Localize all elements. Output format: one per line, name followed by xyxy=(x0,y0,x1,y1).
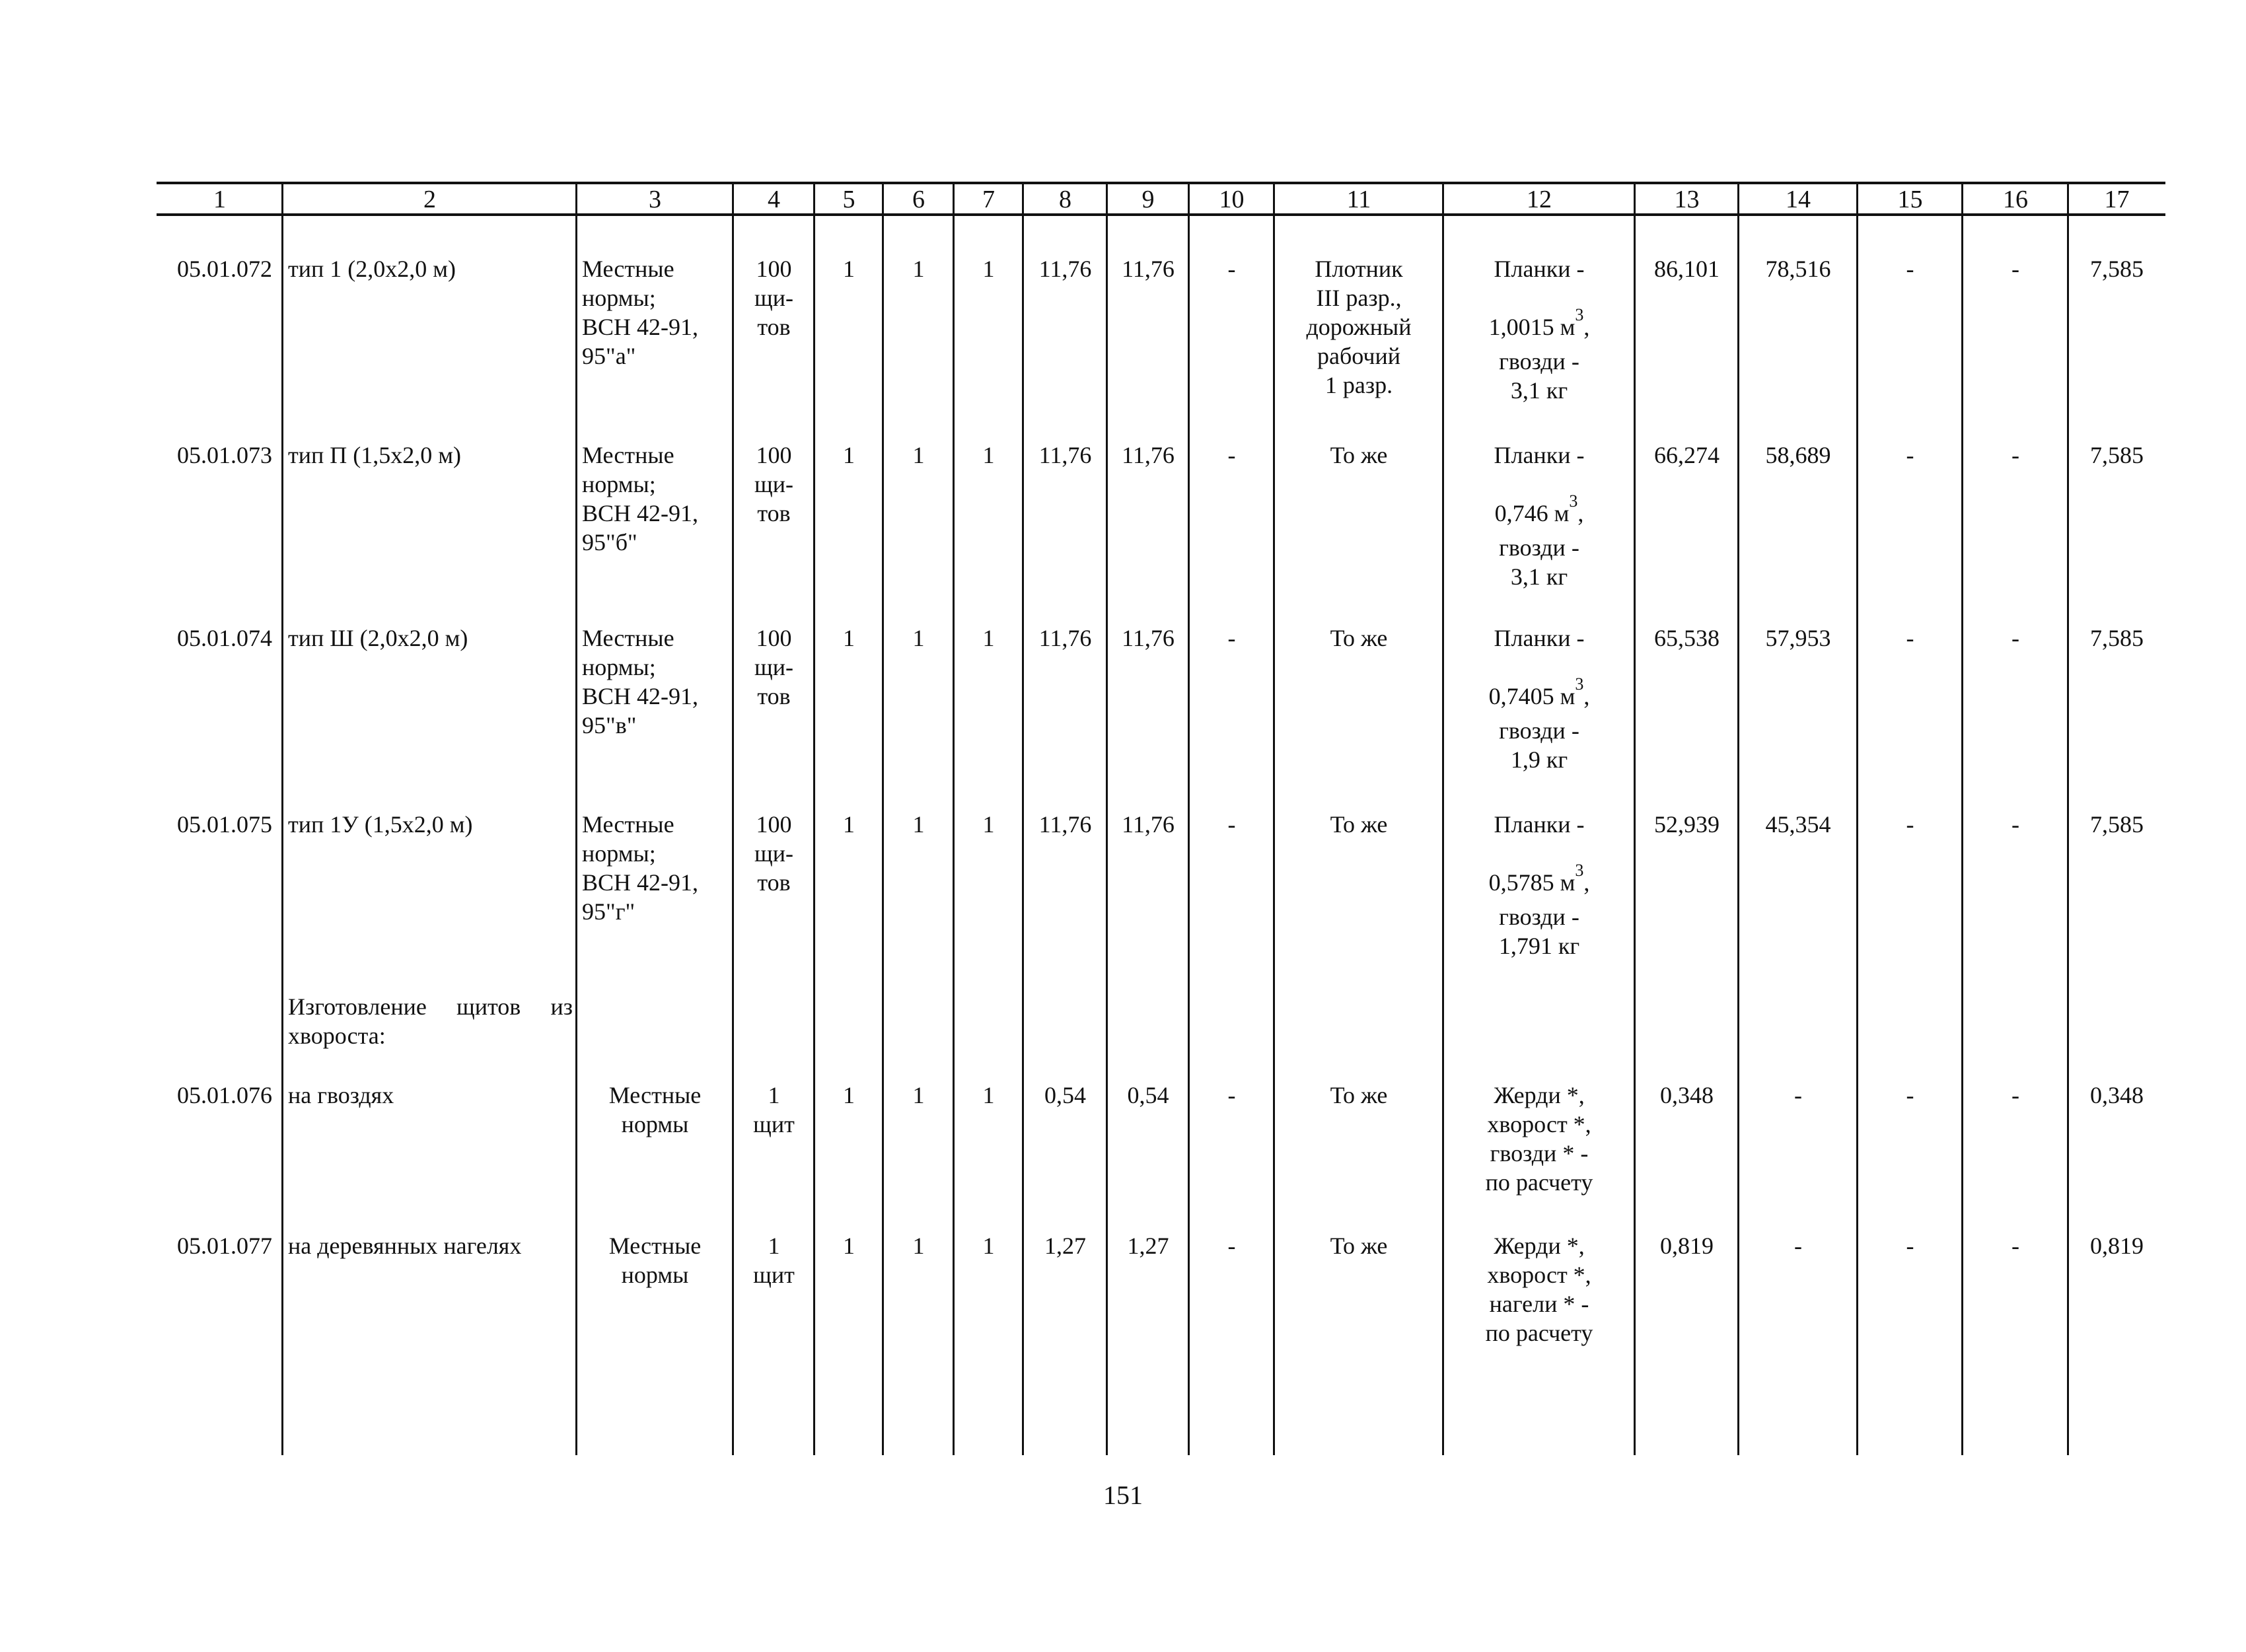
unit-of-measure: тов xyxy=(757,500,791,526)
item-code: 05.01.072 xyxy=(177,256,272,282)
materials: нагели * - xyxy=(1489,1291,1589,1317)
workers: дорожный xyxy=(1306,314,1412,340)
norm-source: Местные xyxy=(608,1233,702,1259)
column-header: 16 xyxy=(2003,186,2028,213)
header-top-rule xyxy=(157,182,2165,184)
value-col-15: - xyxy=(1906,1233,1914,1259)
item-name: тип 1У (1,5х2,0 м) xyxy=(288,811,473,838)
norm-source: нормы xyxy=(621,1111,689,1137)
value-col-14: 58,689 xyxy=(1765,442,1831,468)
value-col-5: 1 xyxy=(843,1082,855,1108)
norm-source: ВСН 42-91, xyxy=(582,314,699,340)
value-col-8: 11,76 xyxy=(1038,811,1092,838)
workers: То же xyxy=(1330,1082,1388,1108)
norm-source: 95"а" xyxy=(582,343,636,369)
column-header: 13 xyxy=(1674,186,1700,213)
value-col-16: - xyxy=(2011,1082,2019,1108)
value-col-16: - xyxy=(2011,625,2019,651)
value-col-17: 7,585 xyxy=(2090,811,2144,838)
value-col-14: 57,953 xyxy=(1765,625,1831,651)
unit-of-measure: 1 xyxy=(768,1233,780,1259)
materials-planks: Планки - xyxy=(1494,256,1585,282)
materials-nails: гвозди - xyxy=(1499,534,1579,561)
materials-volume xyxy=(1449,305,1630,344)
workers: То же xyxy=(1330,442,1388,468)
volume-exponent: 3 xyxy=(1569,491,1578,511)
value-col-7: 1 xyxy=(982,256,995,282)
item-code: 05.01.077 xyxy=(177,1233,272,1259)
value-col-10: - xyxy=(1227,442,1236,468)
value-col-10: - xyxy=(1227,256,1236,282)
value-col-9: 1,27 xyxy=(1127,1233,1169,1259)
norm-source: нормы; xyxy=(582,654,656,680)
unit-of-measure: щит xyxy=(753,1262,795,1288)
materials-nails-qty: 3,1 кг xyxy=(1510,377,1568,404)
value-col-9: 11,76 xyxy=(1122,442,1175,468)
value-col-15: - xyxy=(1906,442,1914,468)
value-col-5: 1 xyxy=(843,811,855,838)
norm-source: Местные xyxy=(582,442,674,468)
volume-exponent: 3 xyxy=(1575,305,1584,324)
norm-source: Местные xyxy=(608,1082,702,1108)
value-col-13: 66,274 xyxy=(1654,442,1720,468)
section-subheading: Изготовление щитов из хвороста: xyxy=(288,993,573,1049)
value-col-5: 1 xyxy=(843,1233,855,1259)
value-col-16: - xyxy=(2011,1233,2019,1259)
column-divider xyxy=(1022,182,1024,1455)
norm-source: ВСН 42-91, xyxy=(582,500,699,526)
column-divider xyxy=(732,182,734,1455)
volume-tail: , xyxy=(1583,314,1590,340)
value-col-6: 1 xyxy=(912,1233,925,1259)
value-col-9: 0,54 xyxy=(1127,1082,1169,1108)
workers: рабочий xyxy=(1317,343,1400,369)
volume-tail: , xyxy=(1583,683,1590,709)
volume-value: 0,746 м xyxy=(1494,500,1570,526)
value-col-8: 1,27 xyxy=(1044,1233,1086,1259)
column-header: 7 xyxy=(982,186,995,213)
column-divider xyxy=(2067,182,2069,1455)
materials: гвозди * - xyxy=(1490,1140,1589,1167)
item-code: 05.01.075 xyxy=(177,811,272,838)
workers: III разр., xyxy=(1316,285,1402,311)
workers: То же xyxy=(1330,811,1388,838)
materials-volume xyxy=(1449,861,1630,900)
column-divider xyxy=(1442,182,1444,1455)
value-col-6: 1 xyxy=(912,256,925,282)
item-name: на деревянных нагелях xyxy=(288,1233,522,1259)
materials-nails: гвозди - xyxy=(1499,904,1579,930)
materials-planks: Планки - xyxy=(1494,625,1585,651)
column-header: 6 xyxy=(912,186,925,213)
value-col-7: 1 xyxy=(982,1233,995,1259)
value-col-17: 7,585 xyxy=(2090,625,2144,651)
norm-source: нормы; xyxy=(582,471,656,497)
page-number: 151 xyxy=(1103,1480,1143,1510)
volume-value: 0,5785 м xyxy=(1488,869,1576,896)
unit-of-measure: тов xyxy=(757,683,791,709)
value-col-10: - xyxy=(1227,1082,1236,1108)
value-col-6: 1 xyxy=(912,625,925,651)
value-col-6: 1 xyxy=(912,442,925,468)
materials-nails: гвозди - xyxy=(1499,348,1579,375)
column-header: 8 xyxy=(1059,186,1071,213)
unit-of-measure: щит xyxy=(753,1111,795,1137)
column-header: 4 xyxy=(768,186,780,213)
volume-value: 1,0015 м xyxy=(1488,314,1576,340)
value-col-13: 0,819 xyxy=(1660,1233,1714,1259)
value-col-17: 7,585 xyxy=(2090,256,2144,282)
value-col-8: 11,76 xyxy=(1038,625,1092,651)
item-code: 05.01.074 xyxy=(177,625,272,651)
value-col-5: 1 xyxy=(843,625,855,651)
unit-of-measure: 100 xyxy=(756,811,792,838)
value-col-15: - xyxy=(1906,256,1914,282)
materials-planks: Планки - xyxy=(1494,811,1585,838)
value-col-14: - xyxy=(1794,1082,1802,1108)
norm-source: Местные xyxy=(582,625,674,651)
column-divider xyxy=(882,182,884,1455)
column-header: 3 xyxy=(649,186,661,213)
materials: хворост *, xyxy=(1487,1262,1591,1288)
value-col-6: 1 xyxy=(912,1082,925,1108)
item-code: 05.01.076 xyxy=(177,1082,272,1108)
column-header: 11 xyxy=(1346,186,1371,213)
column-header: 12 xyxy=(1527,186,1552,213)
value-col-16: - xyxy=(2011,811,2019,838)
unit-of-measure: щи- xyxy=(754,471,793,497)
workers: То же xyxy=(1330,625,1388,651)
column-header: 14 xyxy=(1786,186,1811,213)
column-header: 10 xyxy=(1219,186,1245,213)
unit-of-measure: 100 xyxy=(756,256,792,282)
norm-source: Местные xyxy=(582,811,674,838)
unit-of-measure: 100 xyxy=(756,442,792,468)
unit-of-measure: тов xyxy=(757,869,791,896)
norm-source: ВСН 42-91, xyxy=(582,869,699,896)
norm-source: нормы xyxy=(621,1262,689,1288)
materials: Жерди *, xyxy=(1494,1233,1585,1259)
item-name: на гвоздях xyxy=(288,1082,394,1108)
column-divider xyxy=(1106,182,1108,1455)
column-header: 17 xyxy=(2104,186,2130,213)
unit-of-measure: щи- xyxy=(754,285,793,311)
materials: по расчету xyxy=(1485,1320,1593,1346)
unit-of-measure: тов xyxy=(757,314,791,340)
value-col-9: 11,76 xyxy=(1122,625,1175,651)
column-divider xyxy=(1188,182,1190,1455)
value-col-5: 1 xyxy=(843,256,855,282)
value-col-15: - xyxy=(1906,625,1914,651)
unit-of-measure: щи- xyxy=(754,654,793,680)
value-col-8: 11,76 xyxy=(1038,442,1092,468)
value-col-14: 45,354 xyxy=(1765,811,1831,838)
value-col-17: 0,348 xyxy=(2090,1082,2144,1108)
volume-tail: , xyxy=(1577,500,1584,526)
materials-nails-qty: 1,791 кг xyxy=(1498,933,1580,959)
materials-nails-qty: 1,9 кг xyxy=(1510,746,1568,773)
volume-value: 0,7405 м xyxy=(1488,683,1576,709)
column-divider xyxy=(813,182,815,1455)
value-col-16: - xyxy=(2011,256,2019,282)
volume-exponent: 3 xyxy=(1575,861,1584,880)
workers: То же xyxy=(1330,1233,1388,1259)
column-divider xyxy=(575,182,577,1455)
header-bottom-rule xyxy=(157,213,2165,216)
materials: хворост *, xyxy=(1487,1111,1591,1137)
value-col-7: 1 xyxy=(982,1082,995,1108)
materials-nails: гвозди - xyxy=(1499,717,1579,744)
norm-source: нормы; xyxy=(582,285,656,311)
workers: Плотник xyxy=(1315,256,1403,282)
column-header: 5 xyxy=(842,186,855,213)
item-code: 05.01.073 xyxy=(177,442,272,468)
volume-exponent: 3 xyxy=(1575,674,1584,694)
materials: Жерди *, xyxy=(1494,1082,1585,1108)
norm-source: Местные xyxy=(582,256,674,282)
value-col-15: - xyxy=(1906,811,1914,838)
column-divider xyxy=(1273,182,1275,1455)
value-col-17: 0,819 xyxy=(2090,1233,2144,1259)
value-col-7: 1 xyxy=(982,442,995,468)
column-divider xyxy=(1634,182,1636,1455)
value-col-6: 1 xyxy=(912,811,925,838)
norm-source: 95"в" xyxy=(582,712,637,738)
column-header: 9 xyxy=(1141,186,1155,213)
value-col-13: 86,101 xyxy=(1654,256,1720,282)
volume-tail: , xyxy=(1583,869,1590,896)
item-name: тип П (1,5х2,0 м) xyxy=(288,442,462,468)
column-divider xyxy=(1856,182,1858,1455)
value-col-15: - xyxy=(1906,1082,1914,1108)
materials-volume xyxy=(1449,674,1630,713)
value-col-8: 11,76 xyxy=(1038,256,1092,282)
value-col-13: 52,939 xyxy=(1654,811,1720,838)
column-divider xyxy=(953,182,955,1455)
value-col-10: - xyxy=(1227,625,1236,651)
norm-source: нормы; xyxy=(582,840,656,867)
value-col-16: - xyxy=(2011,442,2019,468)
workers: 1 разр. xyxy=(1324,372,1393,398)
unit-of-measure: 1 xyxy=(768,1082,780,1108)
column-divider xyxy=(281,182,283,1455)
column-divider xyxy=(1961,182,1963,1455)
item-name: тип Ш (2,0х2,0 м) xyxy=(288,625,468,651)
item-name: тип 1 (2,0х2,0 м) xyxy=(288,256,456,282)
value-col-8: 0,54 xyxy=(1044,1082,1086,1108)
column-header: 2 xyxy=(423,186,436,213)
column-header: 1 xyxy=(213,186,226,213)
unit-of-measure: щи- xyxy=(754,840,793,867)
norm-source: ВСН 42-91, xyxy=(582,683,699,709)
value-col-9: 11,76 xyxy=(1122,811,1175,838)
value-col-10: - xyxy=(1227,811,1236,838)
unit-of-measure: 100 xyxy=(756,625,792,651)
value-col-7: 1 xyxy=(982,811,995,838)
materials-nails-qty: 3,1 кг xyxy=(1510,563,1568,590)
value-col-14: 78,516 xyxy=(1765,256,1831,282)
value-col-5: 1 xyxy=(843,442,855,468)
value-col-13: 65,538 xyxy=(1654,625,1720,651)
materials: по расчету xyxy=(1485,1169,1593,1196)
value-col-14: - xyxy=(1794,1233,1802,1259)
column-divider xyxy=(1737,182,1739,1455)
value-col-7: 1 xyxy=(982,625,995,651)
value-col-13: 0,348 xyxy=(1660,1082,1714,1108)
value-col-10: - xyxy=(1227,1233,1236,1259)
norm-source: 95"г" xyxy=(582,898,635,925)
norm-source: 95"б" xyxy=(582,529,637,556)
value-col-17: 7,585 xyxy=(2090,442,2144,468)
value-col-9: 11,76 xyxy=(1122,256,1175,282)
materials-planks: Планки - xyxy=(1494,442,1585,468)
materials-volume xyxy=(1449,491,1630,530)
column-header: 15 xyxy=(1897,186,1923,213)
